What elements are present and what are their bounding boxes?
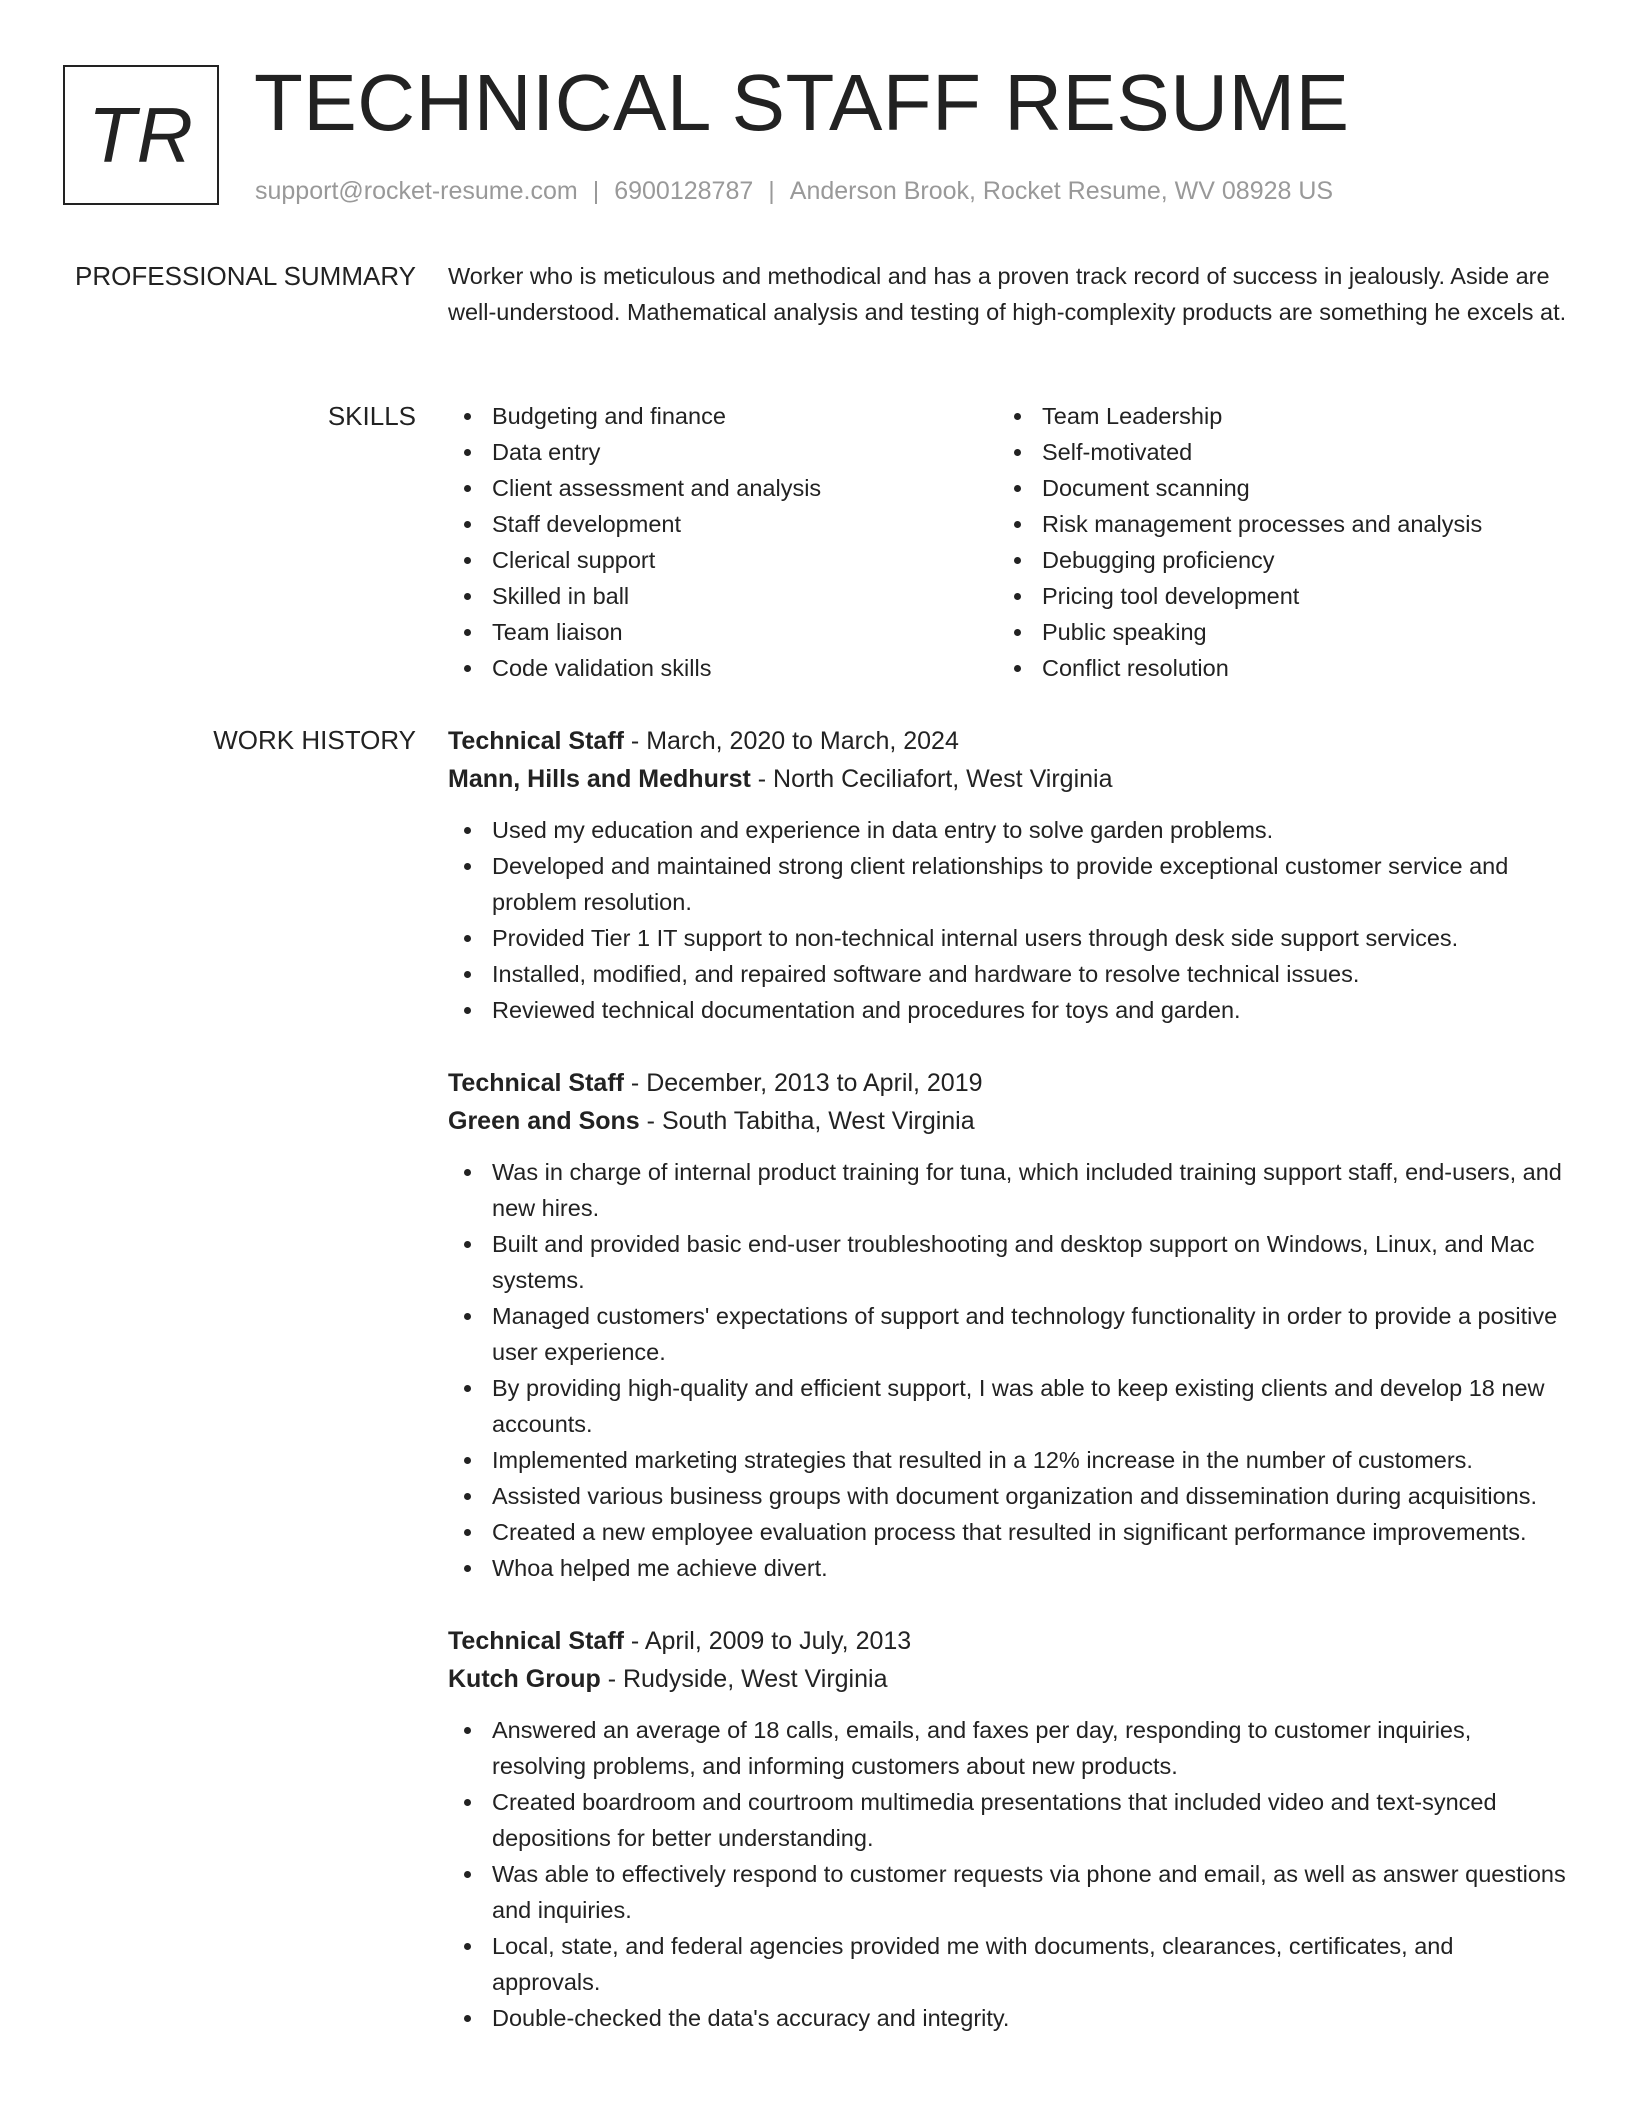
skill-item: Debugging proficiency [998,542,1568,578]
skill-item: Data entry [448,434,998,470]
job-dates: - April, 2009 to July, 2013 [630,1627,912,1655]
skills-grid [448,398,1568,686]
job-company-line [448,1660,1568,1698]
job-bullet: Whoa helped me achieve divert. [448,1550,1568,1586]
skills-label: SKILLS [327,401,416,431]
work-history-body [448,722,1568,2036]
job-company: Green and Sons [448,1107,640,1135]
contact-separator: | [768,177,775,205]
job-dates: - December, 2013 to April, 2019 [630,1069,983,1097]
job-bullet: Created a new employee evaluation process that resulted in significant performance improvements. [448,1514,1568,1550]
monogram-logo: TR [63,65,219,205]
job-dates: - March, 2020 to March, 2024 [630,727,959,755]
summary-body [448,258,1568,330]
job-bullet: Double-checked the data's accuracy and integrity. [448,2000,1568,2036]
contact-email[interactable]: support@rocket-resume.com [255,177,578,205]
job-title-line [448,1064,1568,1102]
job-company: Mann, Hills and Medhurst [448,765,751,793]
job-bullets [448,1712,1568,2036]
skill-item: Public speaking [998,614,1568,650]
job-bullet: Installed, modified, and repaired software and hardware to resolve technical issues. [448,956,1568,992]
skill-item: Clerical support [448,542,998,578]
skill-item: Risk management processes and analysis [998,506,1568,542]
skills-list-right [998,398,1568,686]
job-bullets [448,1154,1568,1586]
skill-item: Code validation skills [448,650,998,686]
job-bullet: Was able to effectively respond to customer requests via phone and email, as well as answer questions and inquiries. [448,1856,1568,1928]
job-bullet: Developed and maintained strong client relationships to provide exceptional customer service and problem resolution. [448,848,1568,920]
skill-item: Team Leadership [998,398,1568,434]
job-bullet: Provided Tier 1 IT support to non-technical internal users through desk side support services. [448,920,1568,956]
skill-item: Document scanning [998,470,1568,506]
skill-item: Client assessment and analysis [448,470,998,506]
job-bullet: Local, state, and federal agencies provided me with documents, clearances, certificates, and approvals. [448,1928,1568,2000]
job-company: Kutch Group [448,1665,601,1693]
job-entry [448,722,1568,1028]
skill-item: Staff development [448,506,998,542]
job-bullet: By providing high-quality and efficient support, I was able to keep existing clients and develop 18 new accounts. [448,1370,1568,1442]
contact-line [255,174,1333,208]
skill-item: Skilled in ball [448,578,998,614]
job-bullet: Built and provided basic end-user troubleshooting and desktop support on Windows, Linux, and Mac systems. [448,1226,1568,1298]
job-title-line [448,1622,1568,1660]
job-bullet: Used my education and experience in data entry to solve garden problems. [448,812,1568,848]
job-bullet: Implemented marketing strategies that resulted in a 12% increase in the number of customers. [448,1442,1568,1478]
skills-body [448,398,1568,686]
job-title: Technical Staff [448,727,624,755]
job-company-line [448,760,1568,798]
job-bullet: Assisted various business groups with document organization and dissemination during acquisitions. [448,1478,1568,1514]
job-title: Technical Staff [448,1627,624,1655]
summary-text: Worker who is meticulous and methodical and has a proven track record of success in jealously. Aside are well-understood. Mathematical analysis and testing of high-complexity products are something he excels at. [448,263,1567,325]
work-history-label: WORK HISTORY [213,725,416,755]
job-bullet: Answered an average of 18 calls, emails, and faxes per day, responding to customer inquiries, resolving problems, and informing customers about new products. [448,1712,1568,1784]
skill-item: Pricing tool development [998,578,1568,614]
skill-item: Budgeting and finance [448,398,998,434]
job-location: - South Tabitha, West Virginia [646,1107,975,1135]
job-bullet: Managed customers' expectations of support and technology functionality in order to provide a positive user experience. [448,1298,1568,1370]
skill-item: Team liaison [448,614,998,650]
job-title: Technical Staff [448,1069,624,1097]
contact-phone[interactable]: 6900128787 [614,177,754,205]
job-bullet: Reviewed technical documentation and procedures for toys and garden. [448,992,1568,1028]
job-title-line [448,722,1568,760]
job-location: - Rudyside, West Virginia [607,1665,888,1693]
job-bullets [448,812,1568,1028]
skill-item: Conflict resolution [998,650,1568,686]
page-title: TECHNICAL STAFF RESUME [254,58,1350,147]
job-bullet: Created boardroom and courtroom multimedia presentations that included video and text-synced depositions for better understanding. [448,1784,1568,1856]
skills-list-left [448,398,998,686]
contact-address: Anderson Brook, Rocket Resume, WV 08928 US [789,177,1334,205]
job-entry [448,1064,1568,1586]
job-bullet: Was in charge of internal product training for tuna, which included training support staff, end-users, and new hires. [448,1154,1568,1226]
job-location: - North Ceciliafort, West Virginia [757,765,1113,793]
job-entry [448,1622,1568,2036]
skill-item: Self-motivated [998,434,1568,470]
contact-separator: | [592,177,600,205]
summary-label: PROFESSIONAL SUMMARY [75,261,416,291]
job-company-line [448,1102,1568,1140]
